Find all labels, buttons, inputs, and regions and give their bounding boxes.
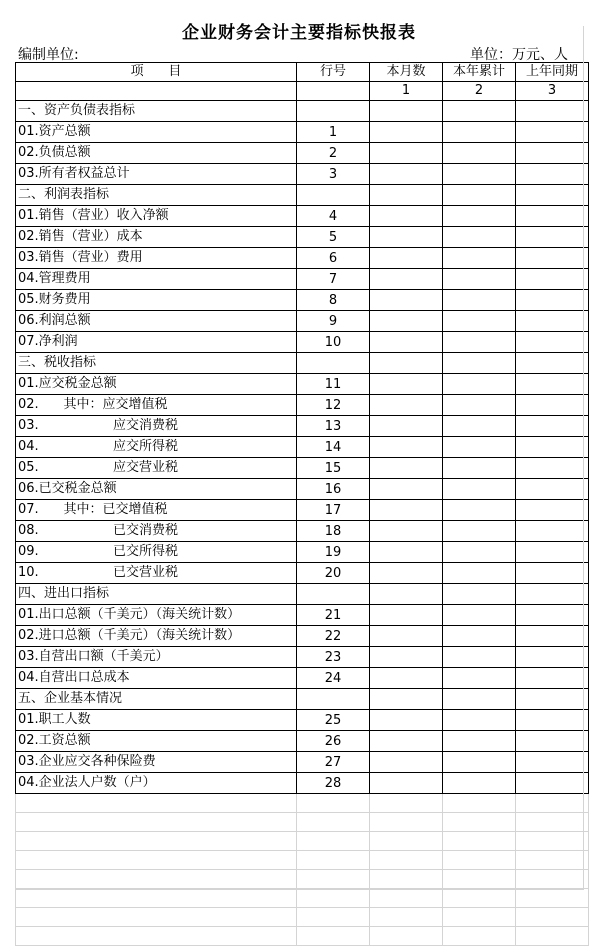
- row-label-cell[interactable]: 03.所有者权益总计: [16, 164, 297, 185]
- row-label-cell[interactable]: 06.利润总额: [16, 311, 297, 332]
- empty-cell[interactable]: [16, 870, 297, 889]
- row-label-cell[interactable]: 08. 已交消费税: [16, 521, 297, 542]
- row-number-cell[interactable]: 11: [297, 374, 370, 395]
- value-cell[interactable]: [370, 752, 443, 773]
- empty-cell[interactable]: [516, 908, 589, 927]
- value-cell[interactable]: [516, 416, 589, 437]
- value-cell[interactable]: [370, 647, 443, 668]
- table-row: [16, 227, 589, 248]
- value-cell[interactable]: [516, 185, 589, 206]
- value-cell[interactable]: [516, 164, 589, 185]
- value-cell[interactable]: [516, 689, 589, 710]
- value-cell[interactable]: [516, 647, 589, 668]
- value-cell[interactable]: [516, 668, 589, 689]
- empty-cell[interactable]: [297, 927, 370, 946]
- value-cell[interactable]: [370, 626, 443, 647]
- table-row: [16, 164, 589, 185]
- value-cell[interactable]: [370, 458, 443, 479]
- value-cell[interactable]: [370, 773, 443, 794]
- value-cell[interactable]: [516, 101, 589, 122]
- empty-row: [16, 813, 589, 832]
- table-row: [16, 143, 589, 164]
- empty-cell[interactable]: [16, 832, 297, 851]
- empty-cell[interactable]: [443, 832, 516, 851]
- table-row: [16, 437, 589, 458]
- value-cell[interactable]: [516, 752, 589, 773]
- header-row-no[interactable]: 行号: [297, 63, 370, 82]
- row-number-cell[interactable]: [297, 353, 370, 374]
- value-cell[interactable]: [516, 248, 589, 269]
- value-cell[interactable]: [443, 458, 516, 479]
- row-label-cell[interactable]: 05. 应交营业税: [16, 458, 297, 479]
- header-last-year[interactable]: 上年同期: [516, 63, 589, 82]
- empty-row: [16, 851, 589, 870]
- value-cell[interactable]: [370, 710, 443, 731]
- value-cell[interactable]: [516, 458, 589, 479]
- grid-right-border: [583, 26, 584, 890]
- row-label-cell[interactable]: 07. 其中：已交增值税: [16, 500, 297, 521]
- table-row: [16, 500, 589, 521]
- unit-note: 单位：万元、人: [470, 47, 568, 63]
- value-cell[interactable]: [443, 731, 516, 752]
- table-row: [16, 584, 589, 605]
- value-cell[interactable]: [516, 206, 589, 227]
- row-label-cell[interactable]: 01.职工人数: [16, 710, 297, 731]
- empty-cell[interactable]: [370, 813, 443, 832]
- value-cell[interactable]: [370, 122, 443, 143]
- empty-cell[interactable]: [297, 851, 370, 870]
- table-row: [16, 542, 589, 563]
- row-label-cell[interactable]: 03.企业应交各种保险费: [16, 752, 297, 773]
- row-number-cell[interactable]: 9: [297, 311, 370, 332]
- value-cell[interactable]: [516, 710, 589, 731]
- row-number-cell[interactable]: [297, 584, 370, 605]
- value-cell[interactable]: [370, 269, 443, 290]
- empty-cell[interactable]: [370, 832, 443, 851]
- empty-cell[interactable]: [443, 813, 516, 832]
- empty-cell[interactable]: [443, 794, 516, 813]
- table-row: [16, 479, 589, 500]
- table-row: [16, 101, 589, 122]
- table-row: [16, 332, 589, 353]
- empty-cell[interactable]: [516, 832, 589, 851]
- value-cell[interactable]: [516, 311, 589, 332]
- row-number-cell[interactable]: 13: [297, 416, 370, 437]
- row-label-cell[interactable]: 01.资产总额: [16, 122, 297, 143]
- row-label-cell[interactable]: 01.出口总额（千美元）（海关统计数）: [16, 605, 297, 626]
- value-cell[interactable]: [443, 668, 516, 689]
- row-label-cell[interactable]: 五、企业基本情况: [16, 689, 297, 710]
- row-number-cell[interactable]: 25: [297, 710, 370, 731]
- table-row: [16, 206, 589, 227]
- value-cell[interactable]: [370, 185, 443, 206]
- value-cell[interactable]: [370, 479, 443, 500]
- row-label-cell[interactable]: 四、进出口指标: [16, 584, 297, 605]
- row-label-cell[interactable]: 02.进口总额（千美元）（海关统计数）: [16, 626, 297, 647]
- empty-cell[interactable]: [16, 927, 297, 946]
- table-header-row: [16, 63, 589, 82]
- table-row: [16, 416, 589, 437]
- value-cell[interactable]: [516, 584, 589, 605]
- row-label-cell[interactable]: 04.企业法人户数（户）: [16, 773, 297, 794]
- table-row: [16, 710, 589, 731]
- value-cell[interactable]: [370, 521, 443, 542]
- index-cell[interactable]: 3: [516, 82, 589, 101]
- value-cell[interactable]: [370, 668, 443, 689]
- index-cell[interactable]: 1: [370, 82, 443, 101]
- empty-cell[interactable]: [516, 794, 589, 813]
- row-number-cell[interactable]: 28: [297, 773, 370, 794]
- empty-cell[interactable]: [370, 851, 443, 870]
- row-label-cell[interactable]: 06.已交税金总额: [16, 479, 297, 500]
- value-cell[interactable]: [370, 227, 443, 248]
- value-cell[interactable]: [443, 584, 516, 605]
- empty-cell[interactable]: [516, 851, 589, 870]
- value-cell[interactable]: [370, 332, 443, 353]
- table-row: [16, 689, 589, 710]
- value-cell[interactable]: [516, 437, 589, 458]
- row-label-cell[interactable]: 03.销售（营业）费用: [16, 248, 297, 269]
- value-cell[interactable]: [443, 143, 516, 164]
- row-number-cell[interactable]: 4: [297, 206, 370, 227]
- value-cell[interactable]: [370, 353, 443, 374]
- table-row: [16, 269, 589, 290]
- value-cell[interactable]: [516, 227, 589, 248]
- row-number-cell[interactable]: 15: [297, 458, 370, 479]
- empty-row: [16, 794, 589, 813]
- value-cell[interactable]: [370, 437, 443, 458]
- value-cell[interactable]: [443, 773, 516, 794]
- row-number-cell[interactable]: 5: [297, 227, 370, 248]
- value-cell[interactable]: [443, 542, 516, 563]
- table-row: [16, 395, 589, 416]
- table-row: [16, 521, 589, 542]
- header-ytd[interactable]: 本年累计: [443, 63, 516, 82]
- value-cell[interactable]: [443, 689, 516, 710]
- empty-cell[interactable]: [370, 908, 443, 927]
- row-label-cell[interactable]: 一、资产负债表指标: [16, 101, 297, 122]
- empty-row: [16, 832, 589, 851]
- value-cell[interactable]: [443, 185, 516, 206]
- empty-cell[interactable]: [370, 870, 443, 889]
- empty-cell[interactable]: [16, 813, 297, 832]
- empty-cell[interactable]: [443, 851, 516, 870]
- table-row: [16, 773, 589, 794]
- table-row: [16, 353, 589, 374]
- empty-cell[interactable]: [370, 927, 443, 946]
- table-row: [16, 374, 589, 395]
- row-number-cell[interactable]: 10: [297, 332, 370, 353]
- empty-cell[interactable]: [443, 908, 516, 927]
- empty-cell[interactable]: [516, 870, 589, 889]
- index-cell[interactable]: [16, 82, 297, 101]
- row-number-cell[interactable]: 6: [297, 248, 370, 269]
- index-cell[interactable]: 2: [443, 82, 516, 101]
- row-number-cell[interactable]: [297, 689, 370, 710]
- row-label-cell[interactable]: 02.工资总额: [16, 731, 297, 752]
- value-cell[interactable]: [443, 752, 516, 773]
- row-label-cell[interactable]: 02.销售（营业）成本: [16, 227, 297, 248]
- value-cell[interactable]: [443, 605, 516, 626]
- table-row: [16, 122, 589, 143]
- value-cell[interactable]: [443, 626, 516, 647]
- row-label-cell[interactable]: 05.财务费用: [16, 290, 297, 311]
- table-index-row: [16, 82, 589, 101]
- row-number-cell[interactable]: 22: [297, 626, 370, 647]
- value-cell[interactable]: [370, 311, 443, 332]
- table-row: [16, 185, 589, 206]
- table-row: [16, 752, 589, 773]
- row-number-cell[interactable]: 2: [297, 143, 370, 164]
- row-number-cell[interactable]: [297, 101, 370, 122]
- row-number-cell[interactable]: 24: [297, 668, 370, 689]
- row-number-cell[interactable]: 18: [297, 521, 370, 542]
- value-cell[interactable]: [370, 206, 443, 227]
- empty-row: [16, 870, 589, 889]
- row-number-cell[interactable]: 20: [297, 563, 370, 584]
- value-cell[interactable]: [443, 122, 516, 143]
- value-cell[interactable]: [516, 500, 589, 521]
- index-cell[interactable]: [297, 82, 370, 101]
- empty-cell[interactable]: [443, 870, 516, 889]
- value-cell[interactable]: [443, 710, 516, 731]
- value-cell[interactable]: [516, 521, 589, 542]
- grid-bottom-border: [15, 889, 584, 890]
- row-label-cell[interactable]: 二、利润表指标: [16, 185, 297, 206]
- row-label-cell[interactable]: 09. 已交所得税: [16, 542, 297, 563]
- value-cell[interactable]: [516, 143, 589, 164]
- value-cell[interactable]: [443, 290, 516, 311]
- value-cell[interactable]: [443, 248, 516, 269]
- table-row: [16, 458, 589, 479]
- value-cell[interactable]: [516, 479, 589, 500]
- value-cell[interactable]: [443, 164, 516, 185]
- value-cell[interactable]: [370, 563, 443, 584]
- value-cell[interactable]: [370, 416, 443, 437]
- value-cell[interactable]: [516, 395, 589, 416]
- value-cell[interactable]: [443, 563, 516, 584]
- empty-cell[interactable]: [16, 908, 297, 927]
- table-row: [16, 647, 589, 668]
- row-number-cell[interactable]: 17: [297, 500, 370, 521]
- value-cell[interactable]: [443, 395, 516, 416]
- value-cell[interactable]: [443, 521, 516, 542]
- value-cell[interactable]: [370, 290, 443, 311]
- value-cell[interactable]: [443, 311, 516, 332]
- row-label-cell[interactable]: 三、税收指标: [16, 353, 297, 374]
- value-cell[interactable]: [370, 605, 443, 626]
- value-cell[interactable]: [370, 248, 443, 269]
- value-cell[interactable]: [443, 416, 516, 437]
- empty-cell[interactable]: [297, 794, 370, 813]
- row-label-cell[interactable]: 04.自营出口总成本: [16, 668, 297, 689]
- row-label-cell[interactable]: 01.应交税金总额: [16, 374, 297, 395]
- value-cell[interactable]: [370, 689, 443, 710]
- value-cell[interactable]: [443, 479, 516, 500]
- table-row: [16, 290, 589, 311]
- value-cell[interactable]: [370, 542, 443, 563]
- row-label-cell[interactable]: 07.净利润: [16, 332, 297, 353]
- value-cell[interactable]: [516, 269, 589, 290]
- value-cell[interactable]: [370, 143, 443, 164]
- row-label-cell[interactable]: 02. 其中：应交增值税: [16, 395, 297, 416]
- indicator-table: [15, 62, 589, 946]
- value-cell[interactable]: [516, 353, 589, 374]
- empty-cell[interactable]: [297, 908, 370, 927]
- row-number-cell[interactable]: 23: [297, 647, 370, 668]
- table-row: [16, 605, 589, 626]
- value-cell[interactable]: [516, 731, 589, 752]
- row-number-cell[interactable]: 1: [297, 122, 370, 143]
- value-cell[interactable]: [516, 605, 589, 626]
- value-cell[interactable]: [516, 374, 589, 395]
- table-row: [16, 731, 589, 752]
- header-this-month[interactable]: 本月数: [370, 63, 443, 82]
- empty-cell[interactable]: [297, 870, 370, 889]
- table-row: [16, 563, 589, 584]
- empty-row: [16, 908, 589, 927]
- row-number-cell[interactable]: 12: [297, 395, 370, 416]
- empty-cell[interactable]: [370, 794, 443, 813]
- value-cell[interactable]: [516, 563, 589, 584]
- value-cell[interactable]: [516, 122, 589, 143]
- value-cell[interactable]: [516, 542, 589, 563]
- value-cell[interactable]: [516, 626, 589, 647]
- row-number-cell[interactable]: 7: [297, 269, 370, 290]
- value-cell[interactable]: [443, 437, 516, 458]
- row-number-cell[interactable]: 14: [297, 437, 370, 458]
- value-cell[interactable]: [443, 101, 516, 122]
- value-cell[interactable]: [443, 374, 516, 395]
- empty-cell[interactable]: [297, 813, 370, 832]
- row-number-cell[interactable]: 8: [297, 290, 370, 311]
- empty-cell[interactable]: [516, 813, 589, 832]
- value-cell[interactable]: [443, 353, 516, 374]
- value-cell[interactable]: [443, 269, 516, 290]
- value-cell[interactable]: [443, 500, 516, 521]
- table-row: [16, 626, 589, 647]
- value-cell[interactable]: [370, 731, 443, 752]
- row-label-cell[interactable]: 04.管理费用: [16, 269, 297, 290]
- value-cell[interactable]: [516, 290, 589, 311]
- table-row: [16, 668, 589, 689]
- value-cell[interactable]: [370, 395, 443, 416]
- table-row: [16, 311, 589, 332]
- report-title: 企业财务会计主要指标快报表: [182, 23, 416, 43]
- row-label-cell[interactable]: 10. 已交营业税: [16, 563, 297, 584]
- row-number-cell[interactable]: 16: [297, 479, 370, 500]
- row-number-cell[interactable]: 26: [297, 731, 370, 752]
- value-cell[interactable]: [370, 101, 443, 122]
- value-cell[interactable]: [370, 500, 443, 521]
- row-label-cell[interactable]: 03. 应交消费税: [16, 416, 297, 437]
- row-label-cell[interactable]: 02.负债总额: [16, 143, 297, 164]
- row-label-cell[interactable]: 01.销售（营业）收入净额: [16, 206, 297, 227]
- value-cell[interactable]: [370, 584, 443, 605]
- value-cell[interactable]: [516, 773, 589, 794]
- row-label-cell[interactable]: 03.自营出口额（千美元）: [16, 647, 297, 668]
- value-cell[interactable]: [443, 332, 516, 353]
- value-cell[interactable]: [370, 374, 443, 395]
- unit-label: 编制单位:: [18, 47, 79, 63]
- empty-cell[interactable]: [516, 927, 589, 946]
- value-cell[interactable]: [516, 332, 589, 353]
- table-row: [16, 248, 589, 269]
- row-label-cell[interactable]: 04. 应交所得税: [16, 437, 297, 458]
- empty-cell[interactable]: [443, 927, 516, 946]
- value-cell[interactable]: [443, 206, 516, 227]
- row-number-cell[interactable]: [297, 185, 370, 206]
- row-number-cell[interactable]: 3: [297, 164, 370, 185]
- row-number-cell[interactable]: 21: [297, 605, 370, 626]
- empty-cell[interactable]: [16, 794, 297, 813]
- empty-cell[interactable]: [297, 832, 370, 851]
- empty-cell[interactable]: [16, 851, 297, 870]
- row-number-cell[interactable]: 19: [297, 542, 370, 563]
- empty-row: [16, 927, 589, 946]
- row-number-cell[interactable]: 27: [297, 752, 370, 773]
- value-cell[interactable]: [443, 227, 516, 248]
- value-cell[interactable]: [443, 647, 516, 668]
- value-cell[interactable]: [370, 164, 443, 185]
- header-item[interactable]: 项 目: [16, 63, 297, 82]
